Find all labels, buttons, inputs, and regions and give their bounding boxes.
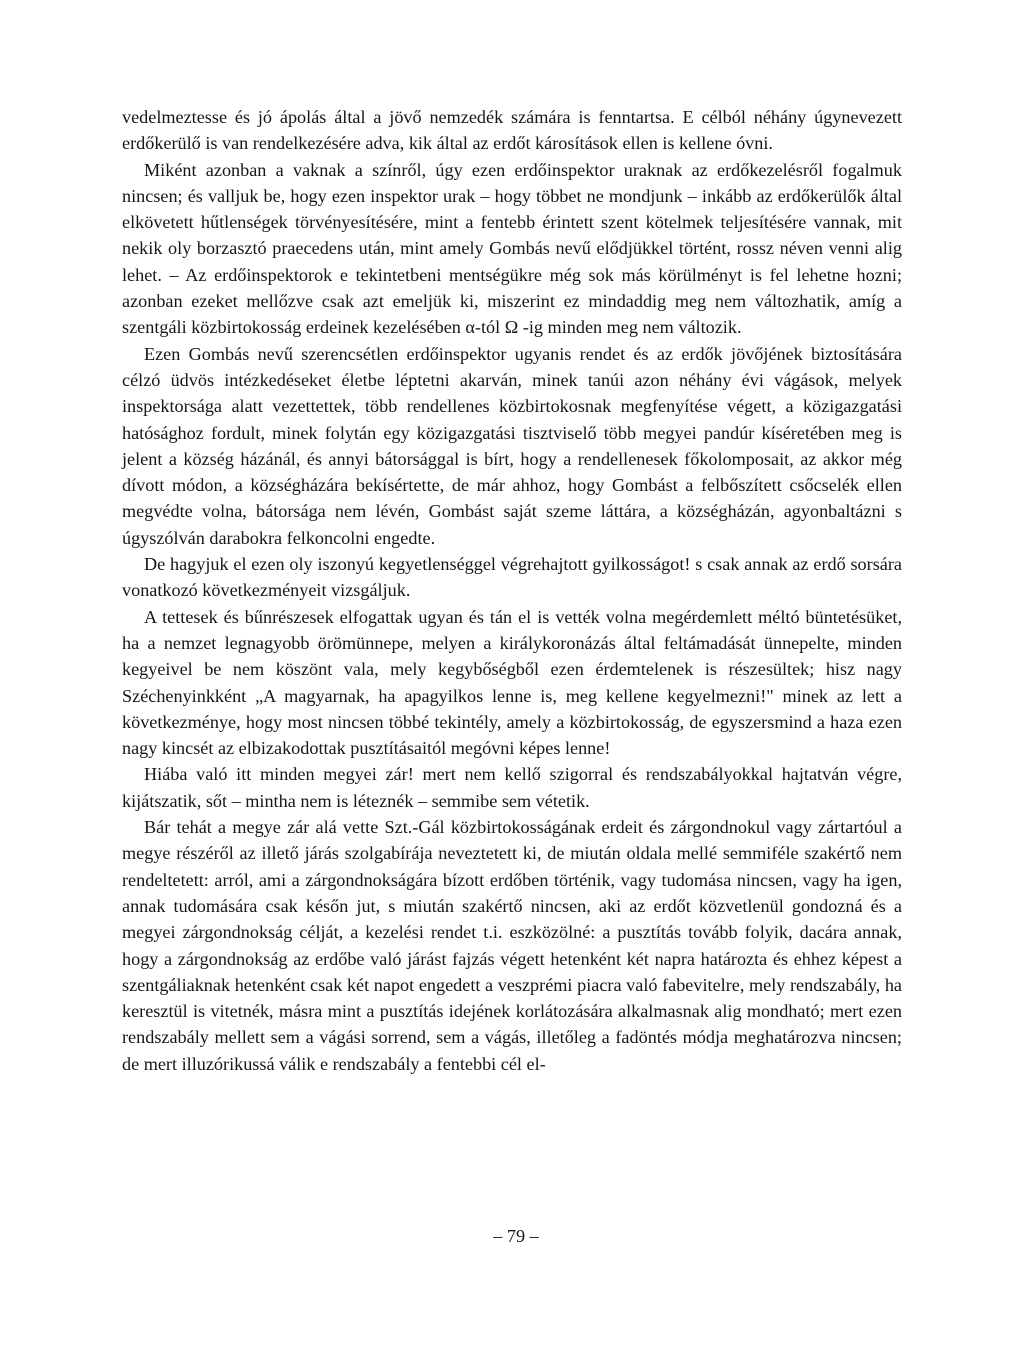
- paragraph-6: Hiába való itt minden megyei zár! mert nem kellő szigorral és rendszabályokkal hajtatván végre, kijátszatik, sőt – mintha nem is léteznék – semmibe sem vétetik.: [122, 764, 902, 811]
- page-body: [122, 104, 902, 1077]
- page-number: – 79 –: [493, 1226, 539, 1246]
- paragraph-5: A tettesek és bűnrészesek elfogattak ugyan és tán el is vették volna megérdemlett méltó büntetésüket, ha a nemzet legnagyobb örömünnepe, melyen a királykoronázás által feltámadását ünnepelte, minden kegyeivel be nem köszönt vala, mely kegybőségből ezen érdemtelenek is részesültek; hisz nagy Széchenyinkként „A magyarnak, ha apagyilkos lenne is, meg kellene kegyelmezni!" minek az lett a következménye, hogy most nincsen többé tekintély, amely a közbirtokosság, de egyszersmind a haza ezen nagy kincsét az elbizakodottak pusztításaitól megóvni képes lenne!: [122, 606, 902, 759]
- paragraph-4: De hagyjuk el ezen oly iszonyú kegyetlenséggel végrehajtott gyilkosságot! s csak annak az erdő sorsára vonatkozó következményeit vizsgáljuk.: [122, 554, 902, 601]
- paragraph-3: Ezen Gombás nevű szerencsétlen erdőinspektor ugyanis rendet és az erdők jövőjének biztosítására célzó üdvös intézkedéseket életbe léptetni akarván, minek tanúi azon néhány évi vágások, melyek inspektorsága alatt vezettettek, több rendellenes közbirtokosnak megfenyítése végett, a közigazgatási hatósághoz fordult, minek folytán egy közigazgatási tisztviselő több megyei pandúr kíséretében meg is jelent a község házánál, és annyi bátorsággal is bírt, hogy a rendellenesek főkolomposait, az akkor még dívott módon, a községházára bekísértette, de már ahhoz, hogy Gombást a felbőszített csőcselék ellen megvédte volna, bátorsága nem lévén, Gombást saját szeme láttára, a községházán, agyonbaltázni s úgyszólván darabokra felkoncolni engedte.: [122, 343, 902, 548]
- paragraph-1: vedelmeztesse és jó ápolás által a jövő nemzedék számára is fenntartsa. E célból néhány úgynevezett erdőkerülő is van rendelkezésére adva, kik által az erdőt károsítások ellen is kellene óvni.: [122, 107, 902, 154]
- paragraph-2: Miként azonban a vaknak a színről, úgy ezen erdőinspektor uraknak az erdőkezelésről fogalmuk nincsen; és valljuk be, hogy ezen inspektor urak – hogy többet ne mondjunk – inkább az erdőkerülők által elkövetett hűtlenségek törvényesítésére, mint a fentebb érintett szent kötelmek teljesítésére vannak, mit nekik oly borzasztó praecedens után, mint amely Gombás nevű elődjükkel történt, rossz néven venni alig lehet. – Az erdőinspektorok e tekintetbeni mentségükre még sok más körülményt is fel lehetne hozni; azonban ezeket mellőzve csak azt emeljük ki, miszerint ez mindaddig meg nem változhatik, amíg a szentgáli közbirtokosság erdeinek kezelésében α-tól Ω -ig minden meg nem változik.: [122, 159, 902, 338]
- paragraph-7: Bár tehát a megye zár alá vette Szt.-Gál közbirtokosságának erdeit és zárgondnokul vagy zártartóul a megye részéről az illető járás szolgabírája neveztetett ki, de miután oldala mellé semmiféle szakértő nem rendeltetett: arról, ami a zárgondnokságára bízott erdőben történik, vagy tudomása nincsen, vagy ha igen, annak tudomására csak későn jut, s miután szakértő nincsen, aki az erdőt közvetlenül gondozná és a megyei zárgondnokság célját, a kezelési rendet t.i. eszközölné: a pusztítás tovább folyik, dacára annak, hogy a zárgondnokság az erdőbe való járást fajzás végett hetenként két napra határozta és ehhez képest a szentgáliaknak hetenként csak két napot engedett a veszprémi piacra való fabevitelre, mely rendszabály, ha keresztül is vitetnék, másra mint a pusztítás idejének korlátozására alkalmasnak alig mondható; mert ezen rendszabály mellett sem a vágási sorrend, sem a vágás, illetőleg a fadöntés módja meghatározva nincsen; de mert illuzórikussá válik e rendszabály a fentebbi cél el-: [122, 817, 902, 1074]
